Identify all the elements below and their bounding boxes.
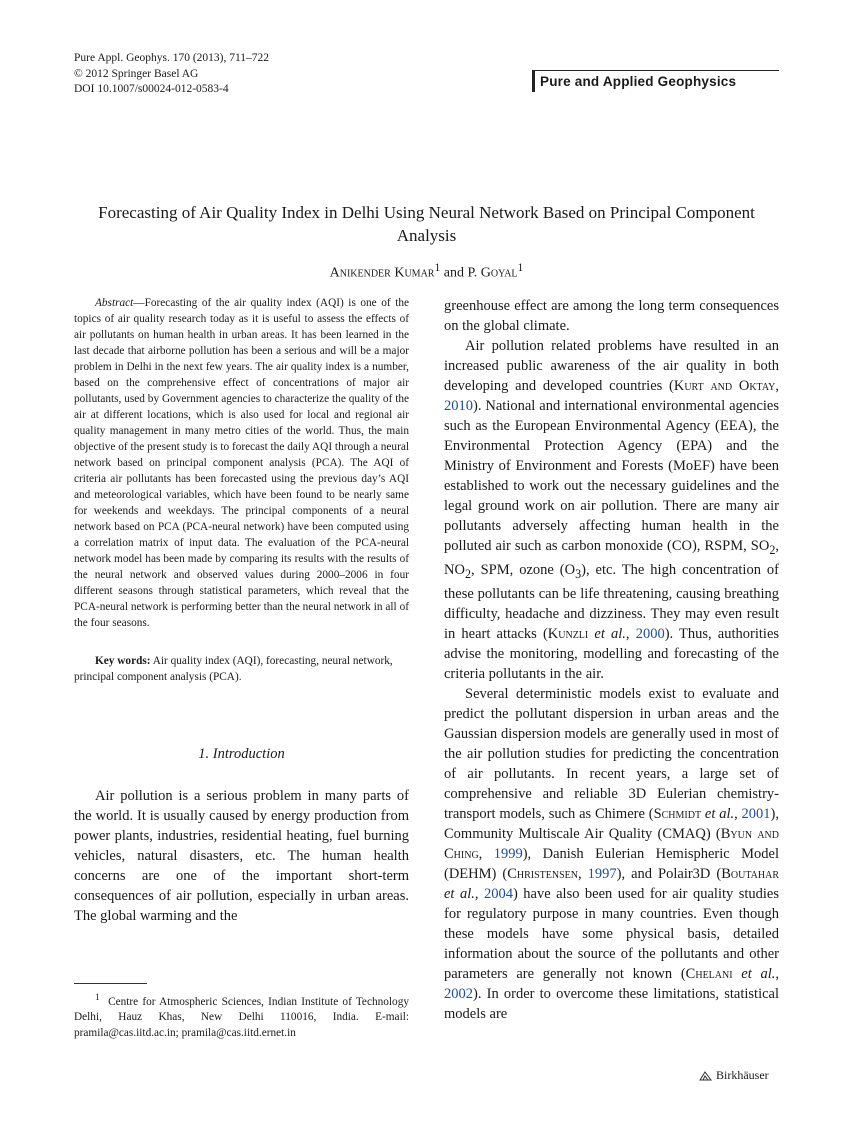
doi-line: DOI 10.1007/s00024-012-0583-4 — [74, 83, 229, 95]
citation-kurt-oktay[interactable]: Kurt and Oktay — [673, 378, 776, 394]
journal-banner — [532, 70, 779, 92]
author-1: Anikender Kumar — [329, 265, 435, 281]
footnote-text: Centre for Atmospheric Sciences, Indian Institute of Technology Delhi, Hauz Khas, New Delhi 110016, India. E-mail: pramila@cas.iitd.ac.in; pramila@cas.iitd.ernet.in — [74, 995, 409, 1039]
affiliation-mark-2: 1 — [517, 261, 524, 274]
journal-name: Pure and Applied Geophysics — [540, 74, 737, 89]
citation-year-link[interactable]: 2010 — [444, 398, 473, 414]
affiliation-mark-1: 1 — [434, 261, 441, 274]
footnote — [74, 991, 409, 1041]
author-line — [74, 259, 779, 283]
right-column-body — [444, 296, 779, 1024]
abstract — [74, 295, 409, 631]
citation-year-link[interactable]: 2004 — [483, 885, 513, 902]
paragraph-models: Several deterministic models exist to evaluate and predict the pollutant dispersion in urban areas and the Gaussian dispersion models are generally used in most of the air pollution studies for predicting the concentration of air pollutants. In recent years, a large set of comprehensive and reliable 3D Eulerian chemistry-transport models, such as Chimere (Schmidt et al., 2001), Community Multiscale Air Quality (CMAQ) (Byun and Ching, 1999), Danish Eulerian Hemispheric Model (DEHM) (Christensen, 1997), and Polair3D (Boutahar et al., 2004) have also been used for air quality studies for regulatory purpose in many countries. Even though these models have some physical basis, detailed information about the source of the pollutants and other parameters are generally not known (Chelani et al., 2002). In order to overcome these limitations, statistical models are — [444, 685, 780, 1022]
footnote-rule — [74, 983, 147, 984]
citation-year-link[interactable]: 2001 — [741, 805, 771, 822]
citation-byun-ching[interactable]: Byun and Ching — [444, 825, 779, 862]
citation-year-link[interactable]: 1999 — [493, 845, 523, 862]
keywords-label: Key words: — [95, 655, 151, 667]
citation-year-link[interactable]: 2000 — [635, 625, 665, 642]
keywords-text: Air quality index (AQI), forecasting, neural network, principal component analysis (PCA). — [74, 655, 393, 683]
article-meta — [74, 51, 269, 98]
publisher-logo — [699, 1068, 769, 1083]
citation-year-link[interactable]: 2002 — [444, 985, 473, 1002]
copyright-line: © 2012 Springer Basel AG — [74, 67, 199, 80]
introduction-body — [74, 786, 409, 926]
keywords — [74, 653, 409, 685]
citation-chelani[interactable]: Chelani — [685, 965, 733, 982]
citation-line: Pure Appl. Geophys. 170 (2013), 711–722 — [74, 52, 270, 64]
article-title: Forecasting of Air Quality Index in Delhi Using Neural Network Based on Principal Component Analysis — [98, 203, 755, 245]
publisher-name: Birkhäuser — [716, 1068, 769, 1082]
introduction-paragraph: Air pollution is a serious problem in many parts of the world. It is usually caused by energy production from power plants, industries, residential heating, fuel burning vehicles, natural disasters, etc. The human health concerns are one of the important short-term consequences of air pollution, especially in urban areas. The global warming and the — [74, 788, 409, 924]
birkhauser-logo-icon — [699, 1070, 712, 1082]
author-2: P. Goyal — [467, 265, 518, 281]
footnote-mark: 1 — [95, 993, 100, 1003]
citation-year-link[interactable]: 1997 — [587, 865, 617, 882]
abstract-text: —Forecasting of the air quality index (AQI) is one of the topics of air quality research today as it is useful to assess the effects of air pollutants on human health in urban areas. It has been learned in the last decade that airborne pollution has been a serious and will be a major problem in Delhi in the next few years. The air quality index is a number, based on the comprehensive effect of concentrations of major air pollutants, used by Government agencies to characterize the quality of the air at different locations, which is also used for local and regional air quality management in many metro cities of the world. Thus, the main objective of the present study is to forecast the daily AQI through a neural network based on principal component analysis (PCA). The AQI of criteria air pollutants has been forecasted using the previous day’s AQI and meteorological variables, which have been found to be nearly same for weekends and weekdays. The principal components of a neural network based on PCA (PCA-neural network) have been computed using a correlation matrix of input data. The evaluation of the PCA-neural network model has been made by comparing its results with the results of the neural network and observed values during 2000–2006 in four different seasons through statistical parameters, which reveal that the PCA-neural network is performing better than the neural network in all of the four seasons. — [74, 297, 409, 629]
paragraph-air-pollution: Air pollution related problems have resulted in an increased public awareness of the air quality in both developing and developed countries (Kurt and Oktay, 2010). National and international environmental agencies such as the European Environmental Agency (EEA), the Environmental Protection Agency (EPA) and the Ministry of Environment and Forests (MoEF) have been established to work out the necessary guidelines and the legal ground work on air pollution. There are many air pollutants adversely affecting human health in the polluted air such as carbon monoxide (CO), RSPM, $SO_2$, $NO_2$, SPM, ozone $(O_3)$, etc. The high concentration of these pollutants can be life threatening, causing breathing difficulty, headache and dizziness. They may even result in heart attacks (Kunzli et al., 2000). Thus, authorities advise the monitoring, modelling and forecasting of the criteria pollutants in the air. — [444, 338, 780, 682]
citation-schmidt[interactable]: Schmidt — [653, 805, 702, 822]
citation-christensen[interactable]: Christensen — [507, 865, 578, 882]
citation-kunzli[interactable]: Kunzli — [547, 625, 589, 642]
section-heading-introduction: 1. Introduction — [198, 746, 285, 762]
paragraph-continuation: greenhouse effect are among the long term consequences on the global climate. — [444, 298, 779, 334]
citation-boutahar[interactable]: Boutahar — [721, 865, 780, 882]
abstract-label: Abstract — [95, 297, 134, 309]
author-separator: and — [443, 265, 465, 281]
